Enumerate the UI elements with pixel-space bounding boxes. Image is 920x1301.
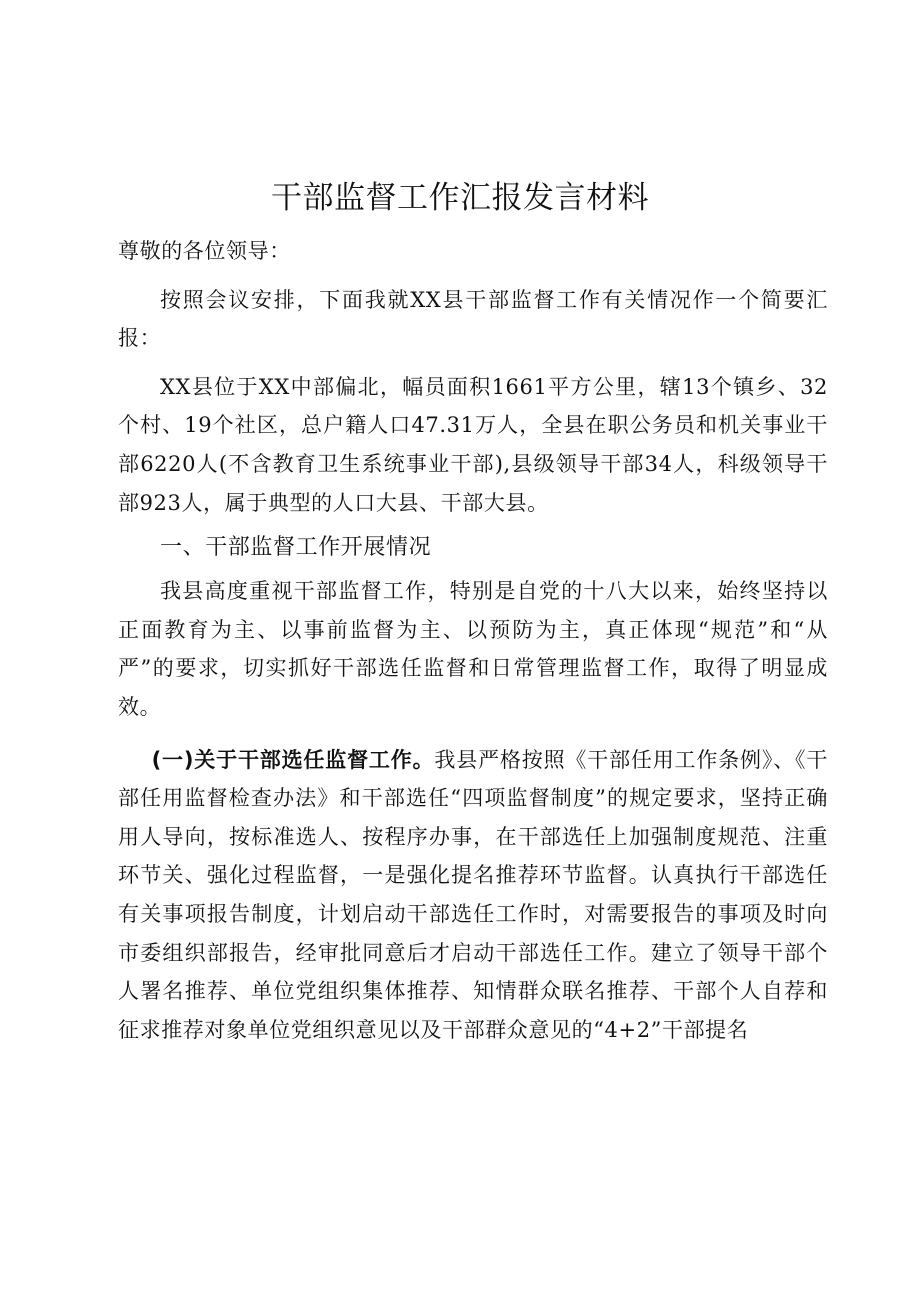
subsection-body: 我县严格按照《干部任用工作条例》、《干部任用监督检查办法》和干部选任“四项监督制度”的规定要求，坚持正确用人导向，按标准选人、按程序办事，在干部选任上加强制度规范、注重环节关、强化过程监督，一是强化提名推荐环节监督。认真执行干部选任有关事项报告制度，计划启动干部选任工作时，对需要报告的事项及时向市委组织部报告，经审批同意后才启动干部选任工作。建立了领导干部个人署名推荐、单位党组织集体推荐、知情群众联名推荐、干部个人自荐和征求推荐对象单位党组织意见以及干部群众意见的“4+2”干部提名 <box>118 747 828 1042</box>
document-title: 干部监督工作汇报发言材料 <box>271 180 649 216</box>
intro-paragraph: 按照会议安排，下面我就XX县干部监督工作有关情况作一个简要汇报： <box>118 287 828 351</box>
section-intro-paragraph: 我县高度重视干部监督工作，特别是自党的十八大以来，始终坚持以正面教育为主、以事前监督为主、以预防为主，真正体现“规范”和“从严”的要求，切实抓好干部选任监督和日常管理监督工作，取得了明显成效。 <box>118 579 828 719</box>
subsection-paragraph <box>118 741 828 1050</box>
salutation: 尊敬的各位领导： <box>118 239 291 263</box>
document-body <box>118 232 828 1049</box>
overview-paragraph: XX县位于XX中部偏北，幅员面积1661平方公里，辖13个镇乡、32个村、19个社区，总户籍人口47.31万人，全县在职公务员和机关事业干部6220人(不含教育卫生系统事业干部),县级领导干部34人，科级领导干部923人，属于典型的人口大县、干部大县。 <box>118 374 828 515</box>
section-heading: 一、干部监督工作开展情况 <box>160 535 432 561</box>
subsection-lead: (一)关于干部选任监督工作。 <box>151 747 435 772</box>
